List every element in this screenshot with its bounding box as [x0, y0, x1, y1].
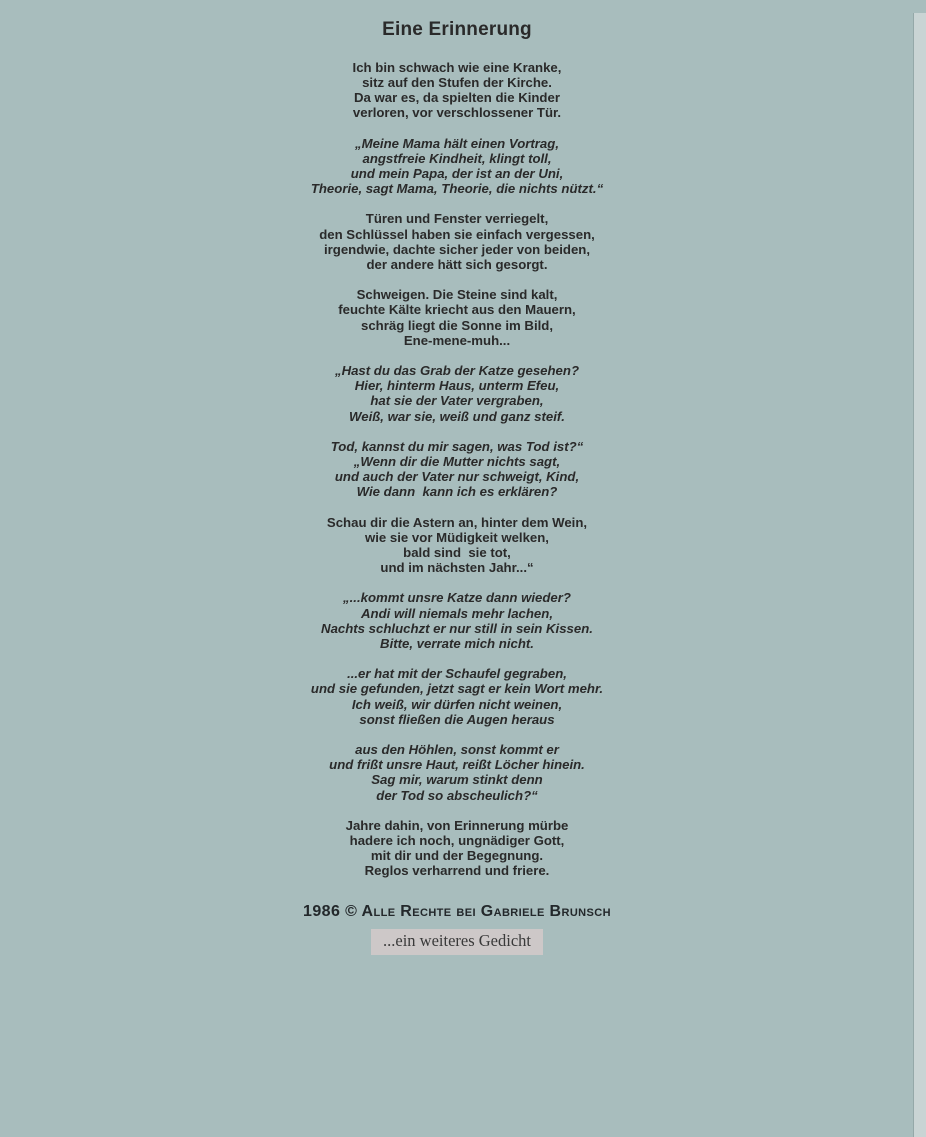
poem-line: Da war es, da spielten die Kinder	[354, 90, 560, 106]
poem-line: feuchte Kälte kriecht aus den Mauern,	[338, 302, 576, 318]
poem-line: und mein Papa, der ist an der Uni,	[350, 165, 564, 181]
poem-line: Jahre dahin, von Erinnerung mürbe	[345, 817, 569, 833]
poem-line: angstfreie Kindheit, klingt toll,	[362, 150, 552, 166]
poem-line: und sie gefunden, jetzt sagt er kein Wort mehr.	[310, 681, 604, 697]
poem-line: und frißt unsre Haut, reißt Löcher hinein.	[329, 757, 585, 773]
poem-stanza	[0, 136, 914, 197]
poem-stanza	[0, 818, 914, 879]
poem-line: Wie dann kann ich es erklären?	[356, 484, 558, 500]
poem-stanza	[0, 60, 914, 121]
poem-stanza	[0, 515, 914, 576]
poem-body	[0, 60, 914, 879]
poem-line: Reglos verharrend und friere.	[364, 863, 550, 879]
poem-line: Ene-mene-muh...	[403, 332, 511, 348]
poem-line: Sag mir, warum stinkt denn	[371, 772, 543, 788]
poem-line: Weiß, war sie, weiß und ganz steif.	[349, 408, 565, 424]
poem-line: Theorie, sagt Mama, Theorie, die nichts nützt.“	[310, 181, 604, 197]
next-poem-link-container	[0, 929, 914, 955]
poem-line: der Tod so abscheulich?“	[376, 787, 538, 803]
page-title: Eine Erinnerung	[382, 18, 532, 40]
poem-line: „Meine Mama hält einen Vortrag,	[355, 135, 559, 151]
poem-line: sitz auf den Stufen der Kirche.	[362, 74, 552, 90]
poem-line: Türen und Fenster verriegelt,	[365, 211, 549, 227]
poem-line: Schweigen. Die Steine sind kalt,	[356, 287, 558, 303]
poem-line: Bitte, verrate mich nicht.	[380, 636, 534, 652]
poem-line: Hier, hinterm Haus, unterm Efeu,	[354, 378, 560, 394]
poem-stanza	[0, 742, 914, 803]
poem-line: „Hast du das Grab der Katze gesehen?	[334, 362, 580, 378]
poem-line: den Schlüssel haben sie einfach vergessen,	[319, 226, 595, 242]
poem-line: „...kommt unsre Katze dann wieder?	[343, 590, 571, 606]
poem-line: und auch der Vater nur schweigt, Kind,	[334, 469, 580, 485]
poem-line: aus den Höhlen, sonst kommt er	[355, 742, 559, 758]
poem-line: Nachts schluchzt er nur still in sein Kissen.	[321, 620, 593, 636]
poem-line: hadere ich noch, ungnädiger Gott,	[349, 833, 565, 849]
poem-stanza	[0, 363, 914, 424]
poem-line: bald sind sie tot,	[403, 545, 511, 560]
poem-line: Ich bin schwach wie eine Kranke,	[352, 59, 562, 75]
poem-line: Schau dir die Astern an, hinter dem Wein,	[326, 514, 588, 530]
poem-stanza	[0, 590, 914, 651]
copyright-notice: 1986 © Alle Rechte bei Gabriele Brunsch	[303, 902, 611, 920]
poem-line: und im nächsten Jahr...“	[380, 560, 534, 576]
poem-line: „Wenn dir die Mutter nichts sagt,	[353, 453, 561, 469]
poem-line: der andere hätt sich gesorgt.	[366, 256, 548, 272]
poem-line: hat sie der Vater vergraben,	[370, 393, 544, 409]
poem-page	[0, 13, 914, 1137]
poem-line: ...er hat mit der Schaufel gegraben,	[347, 666, 567, 682]
poem-line: wie sie vor Müdigkeit welken,	[365, 529, 549, 545]
next-poem-link[interactable]: ...ein weiteres Gedicht	[371, 929, 543, 955]
poem-line: Andi will niemals mehr lachen,	[360, 605, 553, 621]
poem-stanza	[0, 439, 914, 500]
poem-stanza	[0, 211, 914, 272]
poem-line: irgendwie, dachte sicher jeder von beiden,	[323, 241, 591, 257]
poem-stanza	[0, 666, 914, 727]
poem-line: sonst fließen die Augen heraus	[359, 711, 555, 727]
poem-stanza	[0, 287, 914, 348]
poem-line: schräg liegt die Sonne im Bild,	[361, 317, 553, 333]
poem-line: Ich weiß, wir dürfen nicht weinen,	[351, 696, 563, 712]
vertical-scrollbar[interactable]	[913, 13, 926, 1137]
poem-line: Tod, kannst du mir sagen, was Tod ist?“	[330, 438, 584, 454]
poem-line: verloren, vor verschlossener Tür.	[352, 105, 562, 121]
poem-line: mit dir und der Begegnung.	[370, 848, 544, 864]
